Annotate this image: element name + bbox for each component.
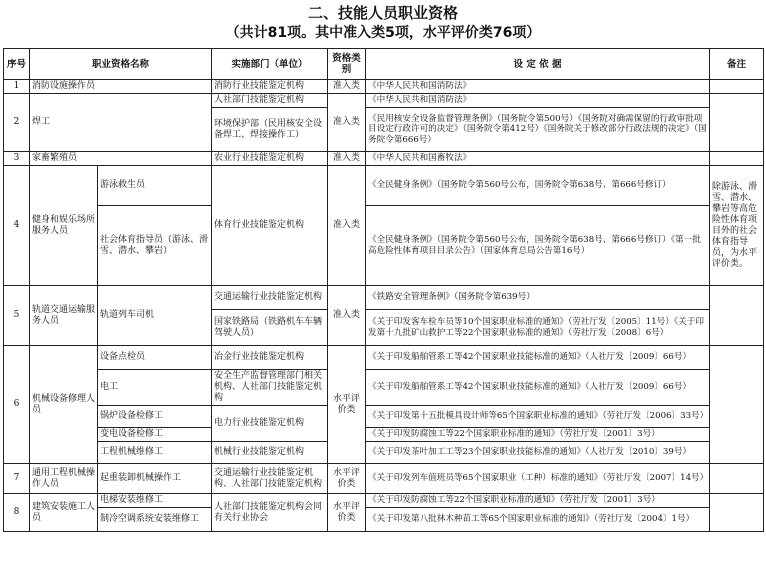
sub-qualification: 电工 (98, 370, 212, 406)
table-row (4, 346, 764, 370)
category: 水平评价类 (328, 494, 366, 532)
department: 农业行业技能鉴定机构 (212, 152, 328, 166)
basis: 《全民健身条例》（国务院令第560号公布，国务院令第638号、第666号修订）《第一批高危险性体育项目目录公告》（国家体育总局公告第16号） (366, 206, 710, 286)
header-basis: 设 定 依 据 (366, 49, 710, 80)
basis: 《关于印发防腐蚀工等22个国家职业标准的通知》（劳社厅发〔2001〕3号） (366, 494, 710, 508)
department: 人社部门技能鉴定机构会同有关行业协会 (212, 494, 328, 532)
qualification-table (3, 48, 764, 532)
basis: 《关于印发船舶管系工等42个国家职业技能标准的通知》（人社厅发〔2009〕66号） (366, 370, 710, 406)
qualification-name: 机械设备修理人员 (30, 346, 98, 464)
table-row (4, 508, 764, 532)
category: 准入类 (328, 166, 366, 286)
row-number: 7 (4, 464, 30, 494)
sub-qualification: 变电设备检修工 (98, 428, 212, 442)
category: 准入类 (328, 286, 366, 346)
department: 消防行业技能鉴定机构 (212, 80, 328, 94)
category: 水平评价类 (328, 464, 366, 494)
basis: 《关于印发第十五批模具设计师等65个国家职业标准的通知》（劳社厅发〔2006〕33号） (366, 406, 710, 428)
qualification-name: 消防设施操作员 (30, 80, 212, 94)
table-header-row (4, 49, 764, 80)
row-number: 6 (4, 346, 30, 464)
header-no: 序号 (4, 49, 30, 80)
note (710, 94, 764, 152)
row-number: 8 (4, 494, 30, 532)
sub-qualification: 起重装卸机械操作工 (98, 464, 212, 494)
department: 安全生产监督管理部门相关机构、人社部门技能鉴定机构 (212, 370, 328, 406)
note (710, 346, 764, 464)
table-row (4, 94, 764, 108)
sub-qualification: 游泳救生员 (98, 166, 212, 206)
note: 除游泳、滑雪、潜水、攀岩等高危险性体育项目外的社会体育指导员，为水平评价类。 (710, 166, 764, 286)
qualification-name: 健身和娱乐场所服务人员 (30, 166, 98, 286)
basis: 《中华人民共和国畜牧法》 (366, 152, 710, 166)
basis: 《中华人民共和国消防法》 (366, 94, 710, 108)
sub-qualification: 轨道列车司机 (98, 286, 212, 346)
table-row (4, 464, 764, 494)
department: 交通运输行业技能鉴定机构、人社部门技能鉴定机构 (212, 464, 328, 494)
note (710, 152, 764, 166)
row-number: 4 (4, 166, 30, 286)
row-number: 1 (4, 80, 30, 94)
sub-qualification: 锅炉设备检修工 (98, 406, 212, 428)
category: 准入类 (328, 80, 366, 94)
category: 准入类 (328, 152, 366, 166)
header-note: 备注 (710, 49, 764, 80)
table-row (4, 428, 764, 442)
qualification-name: 通用工程机械操作人员 (30, 464, 98, 494)
sub-qualification: 社会体育指导员（游泳、滑雪、潜水、攀岩） (98, 206, 212, 286)
basis: 《关于印发茶叶加工工等23个国家职业技能标准的通知》（人社厅发〔2010〕39号） (366, 442, 710, 464)
sub-qualification: 工程机械维修工 (98, 442, 212, 464)
department: 电力行业技能鉴定机构 (212, 406, 328, 442)
category: 水平评价类 (328, 346, 366, 464)
department: 体育行业技能鉴定机构 (212, 166, 328, 286)
row-number: 3 (4, 152, 30, 166)
category: 准入类 (328, 94, 366, 152)
page-title: 二、技能人员职业资格 (307, 4, 458, 22)
basis: 《关于印发第八批林木种苗工等65个国家职业标准的通知》（劳社厅发〔2004〕1号） (366, 508, 710, 532)
header-dept: 实施部门（单位） (212, 49, 328, 80)
department: 人社部门技能鉴定机构 (212, 94, 328, 108)
qualification-name: 家畜繁殖员 (30, 152, 212, 166)
note (710, 286, 764, 346)
department: 机械行业技能鉴定机构 (212, 442, 328, 464)
qualification-name: 轨道交通运输服务人员 (30, 286, 98, 346)
basis: 《民用核安全设备监督管理条例》（国务院令第500号）《国务院对确需保留的行政审批项目设定行政许可的决定》（国务院令第412号）《国务院关于修改部分行政法规的决定》（国务院令第666号） (366, 108, 710, 152)
basis: 《关于印发客车检车员等10个国家职业标准的通知》（劳社厅发〔2005〕11号）《关于印发第十九批矿山救护工等22个国家职业标准的通知》（劳社厅发〔2008〕6号） (366, 310, 710, 346)
table-row (4, 370, 764, 406)
table-row (4, 286, 764, 310)
table-row (4, 442, 764, 464)
basis: 《关于印发列车值班员等65个国家职业（工种）标准的通知》（劳社厅发〔2007〕14号） (366, 464, 710, 494)
note (710, 494, 764, 532)
note (710, 464, 764, 494)
row-number: 2 (4, 94, 30, 152)
note (710, 80, 764, 94)
row-number: 5 (4, 286, 30, 346)
basis: 《铁路安全管理条例》（国务院令第639号） (366, 286, 710, 310)
basis: 《中华人民共和国消防法》 (366, 80, 710, 94)
sub-qualification: 设备点检员 (98, 346, 212, 370)
qualification-name: 建筑安装施工人员 (30, 494, 98, 532)
table-row (4, 494, 764, 508)
sub-qualification: 制冷空调系统安装维修工 (98, 508, 212, 532)
basis: 《关于印发船舶管系工等42个国家职业技能标准的通知》（人社厅发〔2009〕66号） (366, 346, 710, 370)
basis: 《关于印发防腐蚀工等22个国家职业标准的通知》（劳社厅发〔2001〕3号） (366, 428, 710, 442)
table-row (4, 152, 764, 166)
department: 交通运输行业技能鉴定机构 (212, 286, 328, 310)
table-row (4, 206, 764, 286)
department: 国家铁路局（铁路机车车辆驾驶人员） (212, 310, 328, 346)
qualification-name: 焊工 (30, 94, 212, 152)
department: 冶金行业技能鉴定机构 (212, 346, 328, 370)
table-row (4, 406, 764, 428)
table-row (4, 80, 764, 94)
basis: 《全民健身条例》（国务院令第560号公布，国务院令第638号、第666号修订） (366, 166, 710, 206)
table-row (4, 166, 764, 206)
department: 环境保护部（民用核安全设备焊工、焊接操作工） (212, 108, 328, 152)
page-subtitle: （共计81项。其中准入类5项，水平评价类76项） (225, 25, 541, 41)
header-category: 资格类别 (328, 49, 366, 80)
sub-qualification: 电梯安装维修工 (98, 494, 212, 508)
header-name: 职业资格名称 (30, 49, 212, 80)
